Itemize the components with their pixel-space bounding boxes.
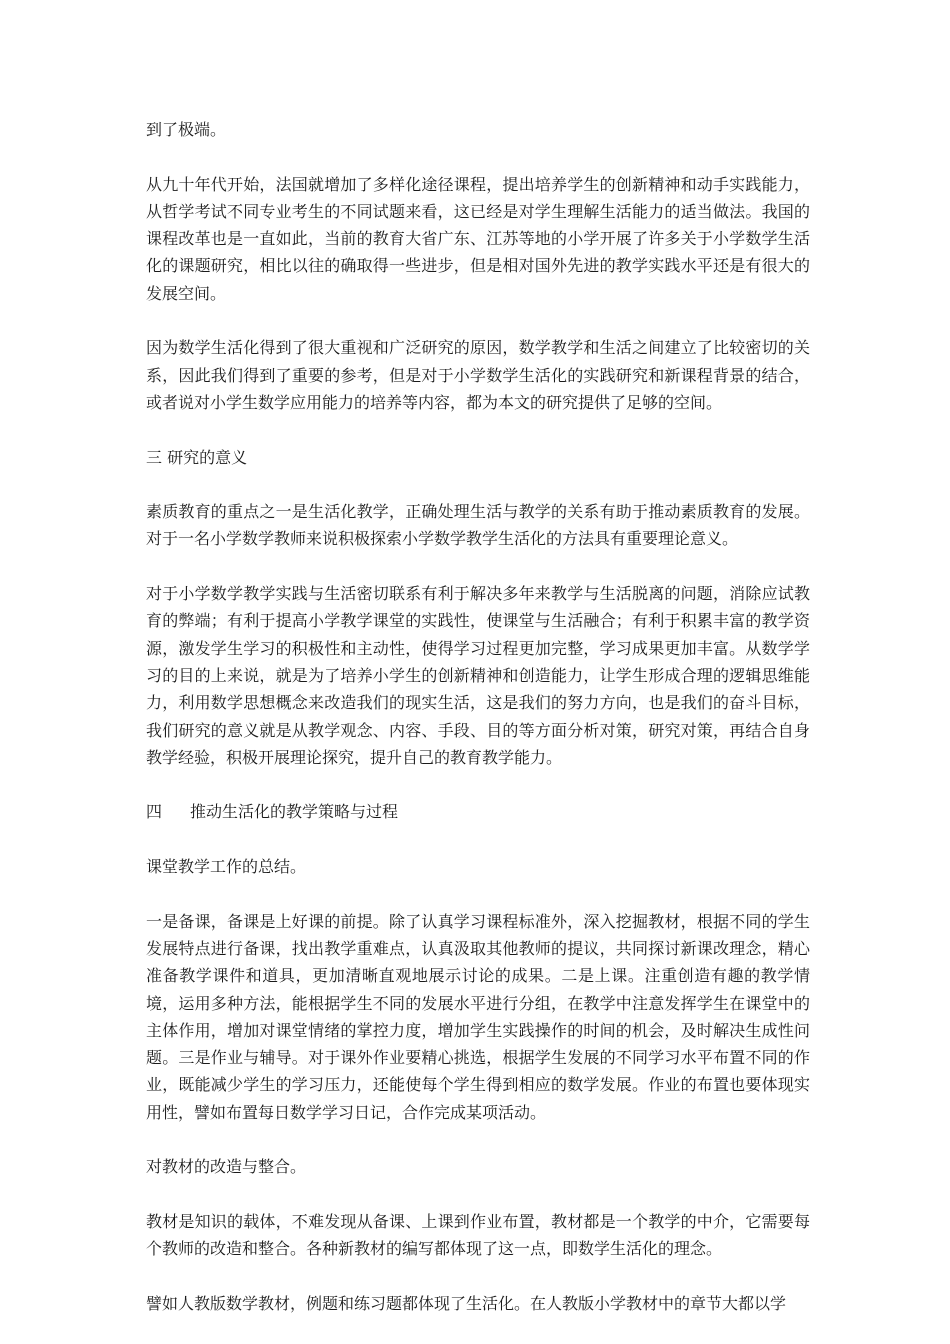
section-heading-teaching-strategy (146, 798, 810, 825)
paragraph-lesson-preparation: 一是备课，备课是上好课的前提。除了认真学习课程标准外，深入挖掘教材，根据不同的学生发展特点进行备课，找出教学重难点，认真汲取其他教师的提议，共同探讨新课改理念，精心准备教学课件和道具，更加清晰直观地展示讨论的成果。二是上课。注重创造有趣的教学情境，运用多种方法，能根据学生不同的发展水平进行分组，在教学中注意发挥学生在课堂中的主体作用，增加对课堂情绪的掌控力度，增加学生实践操作的时间的机会，及时解决生成性问题。三是作业与辅导。对于课外作业要精心挑选，根据学生发展的不同学习水平布置不同的作业，既能减少学生的学习压力，还能使每个学生得到相应的数学发展。作业的布置也要体现实用性，譬如布置每日数学学习日记，合作完成某项活动。 (146, 911, 810, 1122)
section-heading-research-significance: 三 研究的意义 (146, 447, 248, 467)
subheading-classroom-summary: 课堂教学工作的总结。 (146, 857, 307, 877)
paragraph-research-space: 因为数学生活化得到了很大重视和广泛研究的原因，数学教学和生活之间建立了比较密切的关系，因此我们得到了重要的参考，但是对于小学数学生活化的实践研究和新课程背景的结合，或者说对小学生数学应用能力的培养等内容，都为本文的研究提供了足够的空间。 (146, 338, 810, 412)
section-title: 推动生活化的教学策略与过程 (190, 802, 399, 822)
paragraph-quality-education: 素质教育的重点之一是生活化教学，正确处理生活与教学的关系有助于推动素质教育的发展。对于一名小学数学教师来说积极探索小学数学教学生活化的方法具有重要理论意义。 (146, 502, 810, 549)
section-number: 四 (146, 802, 163, 822)
paragraph-france-curriculum: 从九十年代开始，法国就增加了多样化途径课程，提出培养学生的创新精神和动手实践能力，从哲学考试不同专业考生的不同试题来看，这已经是对学生理解生活能力的适当做法。我国的课程改革也是一直如此，当前的教育大省广东、江苏等地的小学开展了许多关于小学数学生活化的课题研究，相比以往的确取得一些进步，但是相对国外先进的教学实践水平还是有很大的发展空间。 (146, 174, 810, 303)
subheading-textbook-integration: 对教材的改造与整合。 (146, 1157, 307, 1177)
document-page (146, 116, 810, 1344)
paragraph-continuation: 到了极端。 (146, 120, 227, 139)
paragraph-pep-textbook: 譬如人教版数学教材，例题和练习题都体现了生活化。在人教版小学教材中的章节大都以学 (146, 1293, 787, 1313)
paragraph-significance-details: 对于小学数学教学实践与生活密切联系有利于解决多年来教学与生活脱离的问题，消除应试教育的弊端；有利于提高小学教学课堂的实践性，使课堂与生活融合；有利于积累丰富的教学资源，激发学生学习的积极性和主动性，使得学习过程更加完整，学习成果更加丰富。从数学学习的目的上来说，就是为了培养小学生的创新精神和创造能力，让学生形成合理的逻辑思维能力，利用数学思想概念来改造我们的现实生活，这是我们的努力方向，也是我们的奋斗目标，我们研究的意义就是从教学观念、内容、手段、目的等方面分析对策，研究对策，再结合自身教学经验，积极开展理论探究，提升自己的教育教学能力。 (146, 584, 810, 767)
paragraph-textbook-carrier: 教材是知识的载体，不难发现从备课、上课到作业布置，教材都是一个教学的中介，它需要每个教师的改造和整合。各种新教材的编写都体现了这一点，即数学生活化的理念。 (146, 1211, 810, 1259)
